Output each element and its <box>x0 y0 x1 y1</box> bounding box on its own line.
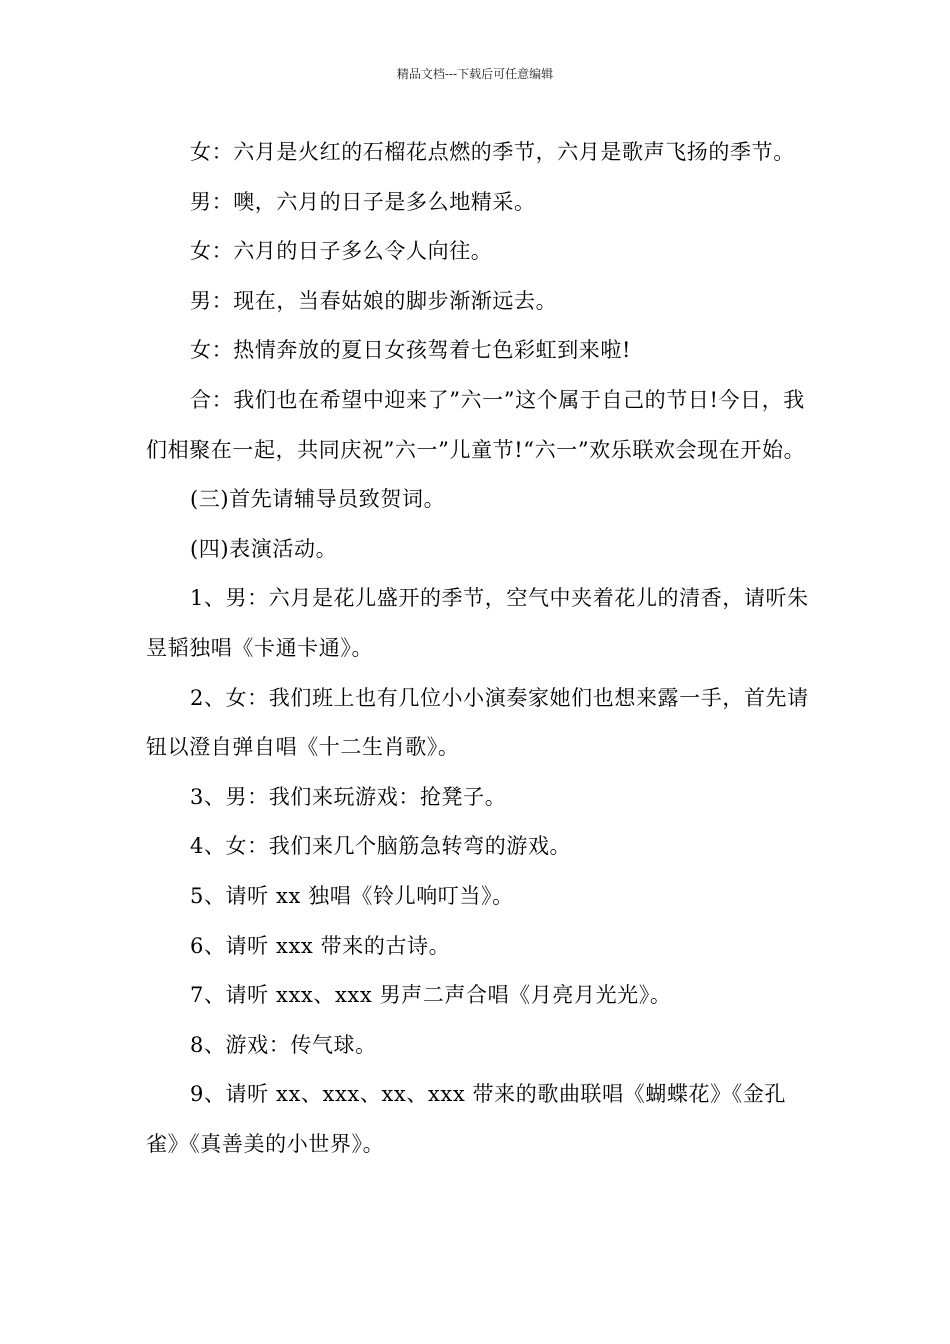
paragraph-5: 女：热情奔放的夏日女孩驾着七色彩虹到来啦! <box>190 338 632 363</box>
paragraph-15: 7、请听 xxx、xxx 男声二声合唱《月亮月光光》。 <box>190 983 672 1008</box>
paragraph-16: 8、游戏：传气球。 <box>190 1032 377 1057</box>
paragraph-8: (四)表演活动。 <box>190 536 338 561</box>
paragraph-7: (三)首先请辅导员致贺词。 <box>190 487 446 512</box>
paragraph-4: 男：现在，当春姑娘的脚步渐渐远去。 <box>190 288 558 313</box>
page-header: 精品文档---下载后可任意编辑 <box>396 67 554 81</box>
paragraph-9: 1、男：六月是花儿盛开的季节，空气中夹着花儿的清香，请听朱昱韬独唱《卡通卡通》。 <box>146 586 809 660</box>
paragraph-13: 5、请听 xx 独唱《铃儿响叮当》。 <box>190 883 514 908</box>
paragraph-6: 合：我们也在希望中迎来了”六一”这个属于自己的节日!今日，我们相聚在一起，共同庆祝”六一”儿童节!“六一”欢乐联欢会现在开始。 <box>146 387 806 462</box>
paragraph-17: 9、请听 xx、xxx、xx、xxx 带来的歌曲联唱《蝴蝶花》《金孔雀》《真善美的小世界》。 <box>146 1082 787 1156</box>
paragraph-1: 女：六月是火红的石榴花点燃的季节，六月是歌声飞扬的季节。 <box>190 140 795 164</box>
paragraph-14: 6、请听 xxx 带来的古诗。 <box>190 933 451 958</box>
paragraph-11: 3、男：我们来玩游戏：抢凳子。 <box>190 784 507 809</box>
paragraph-2: 男：噢，六月的日子是多么地精采。 <box>190 189 536 214</box>
paragraph-10: 2、女：我们班上也有几位小小演奏家她们也想来露一手，首先请钮以澄自弹自唱《十二生肖歌》。 <box>146 685 809 760</box>
paragraph-12: 4、女：我们来几个脑筋急转弯的游戏。 <box>190 834 572 859</box>
document-body <box>146 128 818 1169</box>
paragraph-3: 女：六月的日子多么令人向往。 <box>190 239 493 264</box>
